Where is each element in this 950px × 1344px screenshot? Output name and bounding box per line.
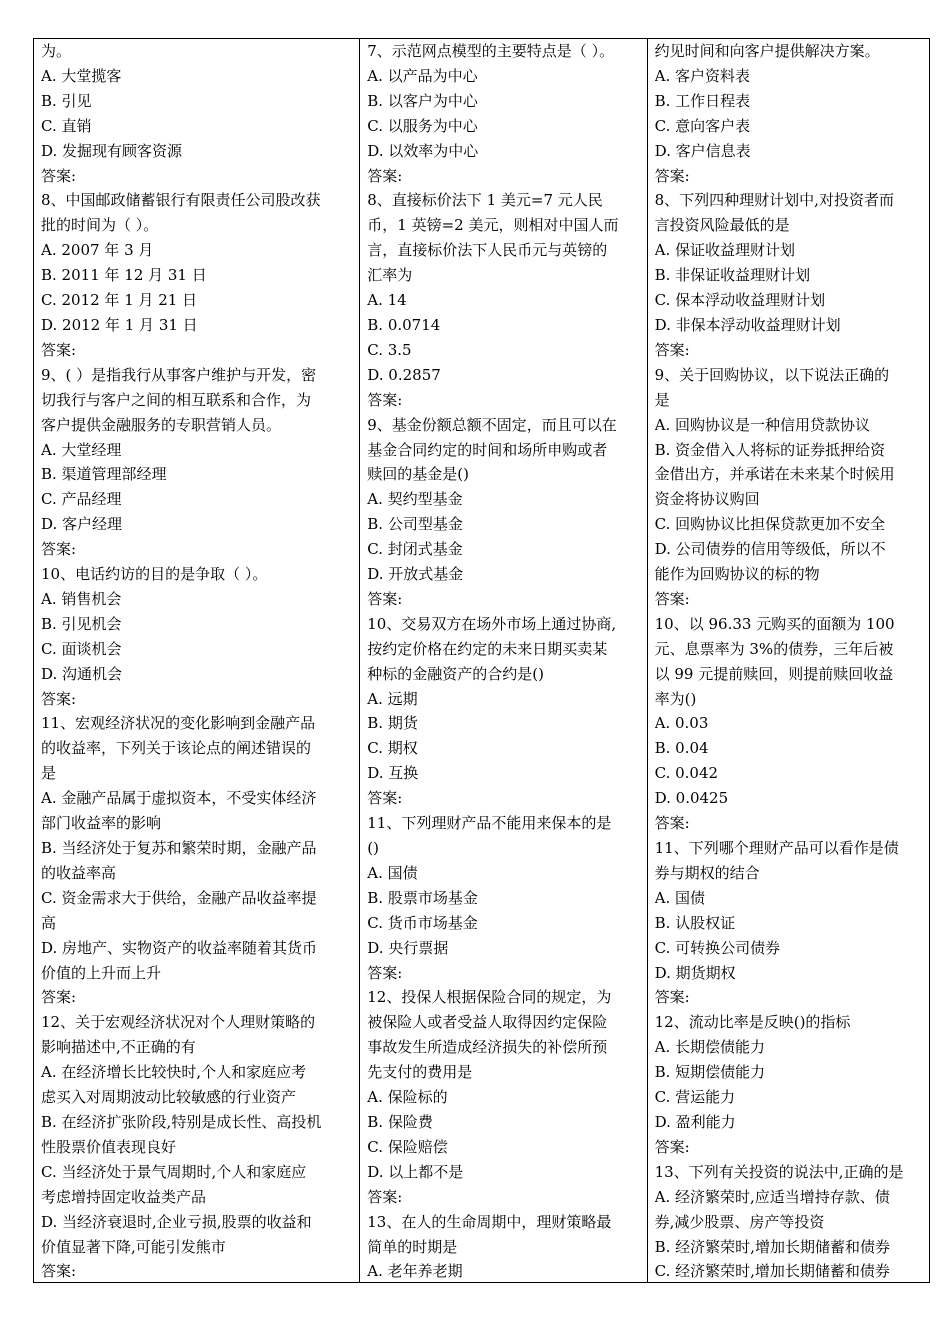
option-line: A. 老年养老期 bbox=[367, 1262, 463, 1281]
text-line: 影响描述中,不正确的有 bbox=[41, 1038, 196, 1057]
question-stem: 10、交易双方在场外市场上通过协商, bbox=[367, 614, 617, 633]
option-line: B. 在经济扩张阶段,特别是成长性、高投机 bbox=[41, 1112, 322, 1131]
answer-label: 答案: bbox=[654, 1137, 690, 1156]
answer-label: 答案: bbox=[367, 390, 403, 409]
option-line: B. 渠道管理部经理 bbox=[41, 465, 167, 484]
text-line: 基金合同约定的时间和场所申购或者 bbox=[367, 440, 608, 459]
text-line: 价值显著下降,可能引发熊市 bbox=[41, 1237, 226, 1256]
option-line: A. 金融产品属于虚拟资本，不受实体经济 bbox=[41, 789, 317, 808]
option-line: B. 当经济处于复苏和繁荣时期，金融产品 bbox=[41, 839, 317, 857]
text-line: 切我行与客户之间的相互联系和合作，为 bbox=[41, 390, 312, 409]
option-line: A. 保险标的 bbox=[367, 1088, 448, 1107]
middle-column bbox=[359, 39, 646, 1282]
option-line: C. 保本浮动收益理财计划 bbox=[654, 291, 826, 310]
text-line: 虑买入对周期波动比较敏感的行业资产 bbox=[41, 1088, 297, 1107]
option-line: B. 引见 bbox=[41, 91, 92, 110]
text-line: 先支付的费用是 bbox=[367, 1063, 473, 1082]
option-line: A. 销售机会 bbox=[41, 589, 122, 608]
option-line: C. 保险赔偿 bbox=[367, 1137, 448, 1156]
option-line: D. 当经济衰退时,企业亏损,股票的收益和 bbox=[41, 1212, 312, 1231]
option-line: D. 0.0425 bbox=[654, 789, 729, 808]
option-line: A. 回购协议是一种信用贷款协议 bbox=[654, 415, 870, 434]
option-line: B. 期货 bbox=[367, 714, 418, 733]
text-line: 币，1 英镑=2 美元，则相对中国人而 bbox=[367, 216, 619, 235]
question-stem: 8、中国邮政储蓄银行有限责任公司股改获 bbox=[41, 191, 321, 210]
option-line: D. 客户经理 bbox=[41, 515, 123, 534]
text-line: 资金将协议购回 bbox=[654, 490, 760, 509]
option-line: B. 资金借入人将标的证券抵押给资 bbox=[654, 440, 886, 459]
question-stem: 11、宏观经济状况的变化影响到金融产品 bbox=[41, 714, 316, 733]
option-line: A. 大堂揽客 bbox=[41, 66, 122, 85]
text-line: 的收益率高 bbox=[41, 863, 117, 882]
question-stem: 12、流动比率是反映()的指标 bbox=[654, 1013, 851, 1032]
text-line: 价值的上升而上升 bbox=[41, 963, 162, 982]
option-line: C. 封闭式基金 bbox=[367, 540, 463, 559]
left-column bbox=[34, 39, 359, 1282]
option-line: D. 盈利能力 bbox=[654, 1112, 736, 1131]
option-line: C. 资金需求大于供给，金融产品收益率提 bbox=[41, 888, 317, 907]
option-line: D. 以效率为中心 bbox=[367, 141, 479, 160]
text-line: 考虑增持固定收益类产品 bbox=[41, 1187, 207, 1206]
option-line: C. 可转换公司债券 bbox=[654, 938, 781, 957]
text-line: 约见时间和向客户提供解决方案。 bbox=[654, 42, 880, 60]
answer-label: 答案: bbox=[654, 340, 690, 359]
text-line: 言，直接标价法下人民币元与英镑的 bbox=[367, 241, 608, 260]
option-line: D. 公司债券的信用等级低，所以不 bbox=[654, 540, 886, 559]
answer-label: 答案: bbox=[367, 789, 403, 808]
option-line: B. 引见机会 bbox=[41, 614, 122, 633]
question-stem: 11、下列哪个理财产品可以看作是债 bbox=[654, 839, 899, 857]
option-line: A. 保证收益理财计划 bbox=[654, 241, 795, 260]
option-line: D. 央行票据 bbox=[367, 938, 449, 957]
answer-label: 答案: bbox=[41, 540, 77, 559]
text-line: 汇率为 bbox=[367, 266, 413, 285]
text-line: 元、息票率为 3%的债券，三年后被 bbox=[654, 639, 894, 658]
right-column bbox=[647, 39, 929, 1282]
text-line: 高 bbox=[41, 913, 57, 932]
option-line: D. 房地产、实物资产的收益率随着其货币 bbox=[41, 938, 318, 957]
option-line: D. 以上都不是 bbox=[367, 1162, 464, 1181]
answer-label: 答案: bbox=[654, 166, 690, 185]
option-line: D. 期货期权 bbox=[654, 963, 736, 982]
option-line: B. 0.0714 bbox=[367, 315, 441, 334]
answer-label: 答案: bbox=[367, 1187, 403, 1206]
text-line: 部门收益率的影响 bbox=[41, 814, 162, 833]
text-line: 按约定价格在约定的未来日期买卖某 bbox=[367, 639, 608, 658]
option-line: C. 产品经理 bbox=[41, 490, 122, 509]
text-line: 券,减少股票、房产等投资 bbox=[654, 1212, 825, 1231]
option-line: A. 远期 bbox=[367, 689, 418, 708]
text-line: 赎回的基金是() bbox=[367, 465, 469, 484]
answer-label: 答案: bbox=[654, 814, 690, 833]
text-line: 客户提供金融服务的专职营销人员。 bbox=[41, 415, 282, 434]
option-line: D. 发掘现有顾客资源 bbox=[41, 141, 183, 160]
text-line: 的收益率，下列关于该论点的阐述错误的 bbox=[41, 739, 312, 758]
answer-label: 答案: bbox=[41, 988, 77, 1007]
text-line: 被保险人或者受益人取得因约定保险 bbox=[367, 1013, 608, 1032]
option-line: A. 0.03 bbox=[654, 714, 709, 733]
option-line: D. 沟通机会 bbox=[41, 664, 123, 683]
question-stem: 12、关于宏观经济状况对个人理财策略的 bbox=[41, 1013, 316, 1032]
option-line: B. 0.04 bbox=[654, 739, 709, 758]
text-line: 简单的时期是 bbox=[367, 1237, 458, 1256]
question-stem: 11、下列理财产品不能用来保本的是 bbox=[367, 814, 612, 833]
option-line: A. 契约型基金 bbox=[367, 490, 463, 509]
question-stem: 13、下列有关投资的说法中,正确的是 bbox=[654, 1162, 904, 1181]
option-line: D. 互换 bbox=[367, 764, 419, 783]
option-line: A. 14 bbox=[367, 291, 407, 310]
text-line: 金借出方，并承诺在未来某个时候用 bbox=[654, 465, 895, 484]
option-line: C. 0.042 bbox=[654, 764, 719, 783]
option-line: B. 以客户为中心 bbox=[367, 91, 478, 110]
text-line: 是 bbox=[41, 764, 57, 783]
answer-label: 答案: bbox=[367, 166, 403, 185]
option-line: A. 大堂经理 bbox=[41, 440, 122, 459]
text-line: 能作为回购协议的标的物 bbox=[654, 565, 820, 584]
question-stem: 12、投保人根据保险合同的规定，为 bbox=[367, 988, 612, 1007]
option-line: C. 经济繁荣时,增加长期储蓄和债券 bbox=[654, 1262, 890, 1281]
text-line: 率为() bbox=[654, 689, 697, 708]
option-line: C. 营运能力 bbox=[654, 1088, 736, 1107]
option-line: A. 以产品为中心 bbox=[367, 66, 478, 85]
option-line: C. 回购协议比担保贷款更加不安全 bbox=[654, 515, 886, 534]
option-line: B. 认股权证 bbox=[654, 913, 736, 932]
answer-label: 答案: bbox=[41, 1262, 77, 1281]
option-line: A. 国债 bbox=[367, 863, 418, 882]
answer-label: 答案: bbox=[367, 589, 403, 608]
option-line: D. 开放式基金 bbox=[367, 565, 464, 584]
option-line: A. 客户资料表 bbox=[654, 66, 750, 85]
question-stem: 13、在人的生命周期中，理财策略最 bbox=[367, 1212, 612, 1231]
option-line: C. 以服务为中心 bbox=[367, 116, 478, 135]
question-stem: 10、电话约访的目的是争取（ ）。 bbox=[41, 565, 268, 584]
option-line: B. 短期偿债能力 bbox=[654, 1063, 766, 1082]
option-line: D. 2012 年 1 月 31 日 bbox=[41, 315, 198, 334]
option-line: A. 2007 年 3 月 bbox=[41, 241, 154, 260]
answer-label: 答案: bbox=[41, 166, 77, 185]
answer-label: 答案: bbox=[41, 689, 77, 708]
question-stem: 8、直接标价法下 1 美元=7 元人民 bbox=[367, 191, 603, 210]
option-line: C. 意向客户表 bbox=[654, 116, 751, 135]
option-line: B. 2011 年 12 月 31 日 bbox=[41, 266, 207, 285]
option-line: B. 非保证收益理财计划 bbox=[654, 266, 811, 285]
option-line: D. 0.2857 bbox=[367, 365, 441, 384]
option-line: A. 国债 bbox=[654, 888, 705, 907]
text-line: 言投资风险最低的是 bbox=[654, 216, 790, 235]
question-stem: 9、关于回购协议，以下说法正确的 bbox=[654, 365, 890, 384]
option-line: B. 经济繁荣时,增加长期储蓄和债券 bbox=[654, 1237, 890, 1256]
question-stem: 10、以 96.33 元购买的面额为 100 bbox=[654, 614, 895, 633]
answer-label: 答案: bbox=[654, 589, 690, 608]
question-stem: 8、下列四种理财计划中,对投资者而 bbox=[654, 191, 894, 210]
question-stem: 9、( ）是指我行从事客户维护与开发，密 bbox=[41, 365, 317, 384]
option-line: C. 2012 年 1 月 21 日 bbox=[41, 291, 198, 310]
question-stem: 7、示范网点模型的主要特点是（ ）。 bbox=[367, 42, 615, 60]
option-line: C. 面谈机会 bbox=[41, 639, 122, 658]
option-line: B. 保险费 bbox=[367, 1112, 433, 1131]
answer-label: 答案: bbox=[41, 340, 77, 359]
option-line: D. 客户信息表 bbox=[654, 141, 751, 160]
option-line: C. 期权 bbox=[367, 739, 418, 758]
option-line: C. 当经济处于景气周期时,个人和家庭应 bbox=[41, 1162, 307, 1181]
text-line: 券与期权的结合 bbox=[654, 863, 760, 882]
option-line: B. 股票市场基金 bbox=[367, 888, 478, 907]
option-line: C. 货币市场基金 bbox=[367, 913, 478, 932]
option-line: A. 长期偿债能力 bbox=[654, 1038, 765, 1057]
answer-label: 答案: bbox=[367, 963, 403, 982]
text-line: 以 99 元提前赎回，则提前赎回收益 bbox=[654, 664, 894, 683]
text-line: 性股票价值表现良好 bbox=[41, 1137, 177, 1156]
exam-sheet-table bbox=[33, 38, 930, 1283]
option-line: A. 在经济增长比较快时,个人和家庭应考 bbox=[41, 1063, 307, 1082]
text-line: 是 bbox=[654, 390, 670, 409]
text-line: () bbox=[367, 839, 379, 857]
text-line: 为。 bbox=[41, 42, 72, 60]
text-line: 批的时间为（ ）。 bbox=[41, 216, 159, 235]
option-line: C. 3.5 bbox=[367, 340, 412, 359]
option-line: A. 经济繁荣时,应适当增持存款、债 bbox=[654, 1187, 890, 1206]
text-line: 种标的金融资产的合约是() bbox=[367, 664, 544, 683]
option-line: C. 直销 bbox=[41, 116, 92, 135]
answer-label: 答案: bbox=[654, 988, 690, 1007]
option-line: B. 公司型基金 bbox=[367, 515, 463, 534]
text-line: 事故发生所造成经济损失的补偿所预 bbox=[367, 1038, 608, 1057]
option-line: B. 工作日程表 bbox=[654, 91, 751, 110]
question-stem: 9、基金份额总额不固定，而且可以在 bbox=[367, 415, 617, 434]
option-line: D. 非保本浮动收益理财计划 bbox=[654, 315, 841, 334]
